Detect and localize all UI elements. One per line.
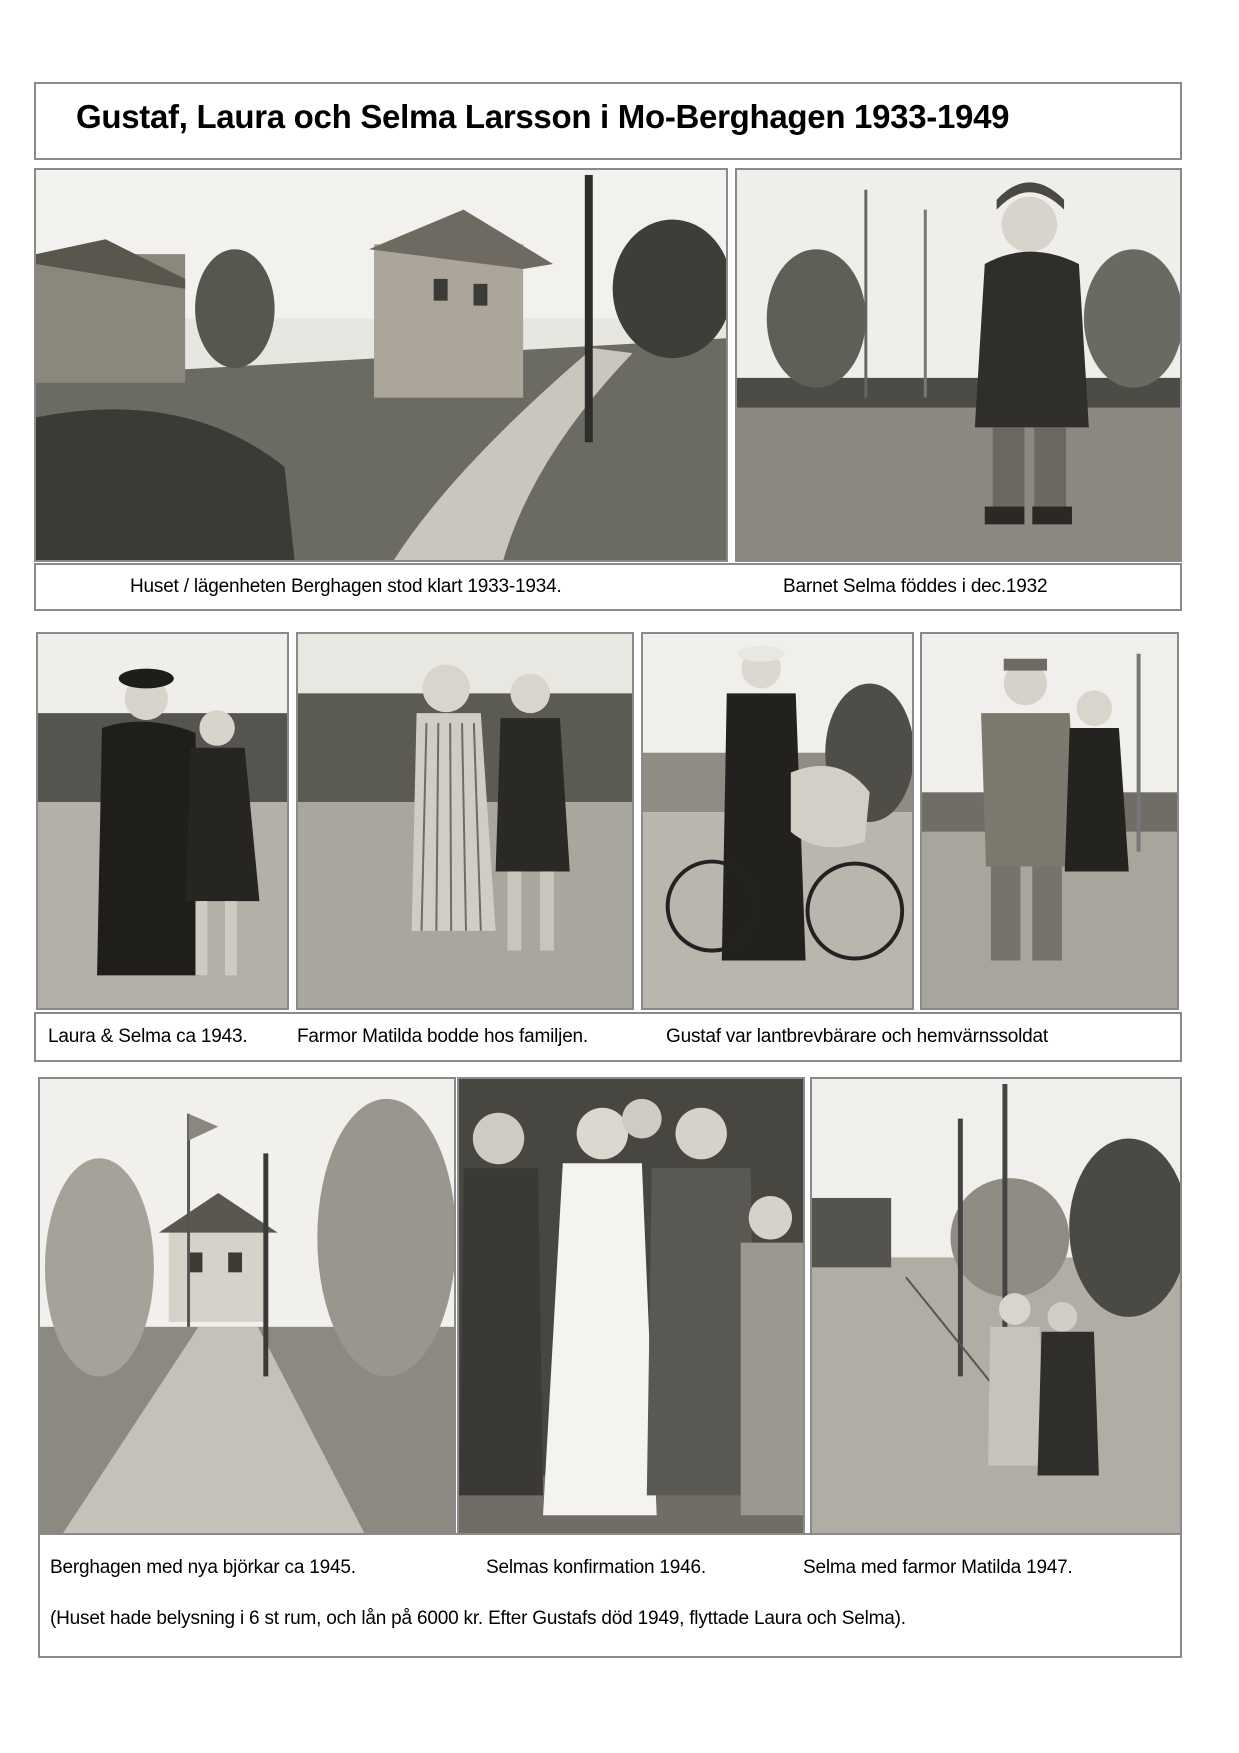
footnote-house: (Huset hade belysning i 6 st rum, och lån på 6000 kr. Efter Gustafs död 1949, flyttade Laura och Selma).: [50, 1608, 906, 1629]
title-box: [34, 82, 1182, 160]
photo-laura-selma: [36, 632, 289, 1010]
photo-confirmation: [457, 1077, 805, 1540]
caption-matilda: Farmor Matilda bodde hos familjen.: [297, 1026, 589, 1047]
caption-gustaf: Gustaf var lantbrevbärare och hemvärnssoldat: [666, 1026, 1048, 1047]
photo-gustaf-soldier: [920, 632, 1179, 1010]
photo-selma-matilda: [810, 1077, 1182, 1540]
caption-berghagen: Berghagen med nya björkar ca 1945.: [50, 1557, 356, 1578]
caption-confirmation: Selmas konfirmation 1946.: [486, 1557, 706, 1578]
page-title: Gustaf, Laura och Selma Larsson i Mo-Berghagen 1933-1949: [76, 98, 1010, 135]
photo-gustaf-bicycle: [641, 632, 914, 1010]
photo-matilda-selma: [296, 632, 634, 1010]
caption-baby: Barnet Selma föddes i dec.1932: [783, 576, 1048, 597]
photo-berghagen-birches: [38, 1077, 456, 1540]
photo-baby-selma: [735, 168, 1182, 562]
photo-berghagen-house: [34, 168, 728, 562]
caption-box-row3: [38, 1533, 1182, 1658]
caption-selma-matilda: Selma med farmor Matilda 1947.: [803, 1557, 1073, 1578]
caption-laura-selma: Laura & Selma ca 1943.: [48, 1026, 248, 1047]
caption-house: Huset / lägenheten Berghagen stod klart 1933-1934.: [130, 576, 562, 597]
